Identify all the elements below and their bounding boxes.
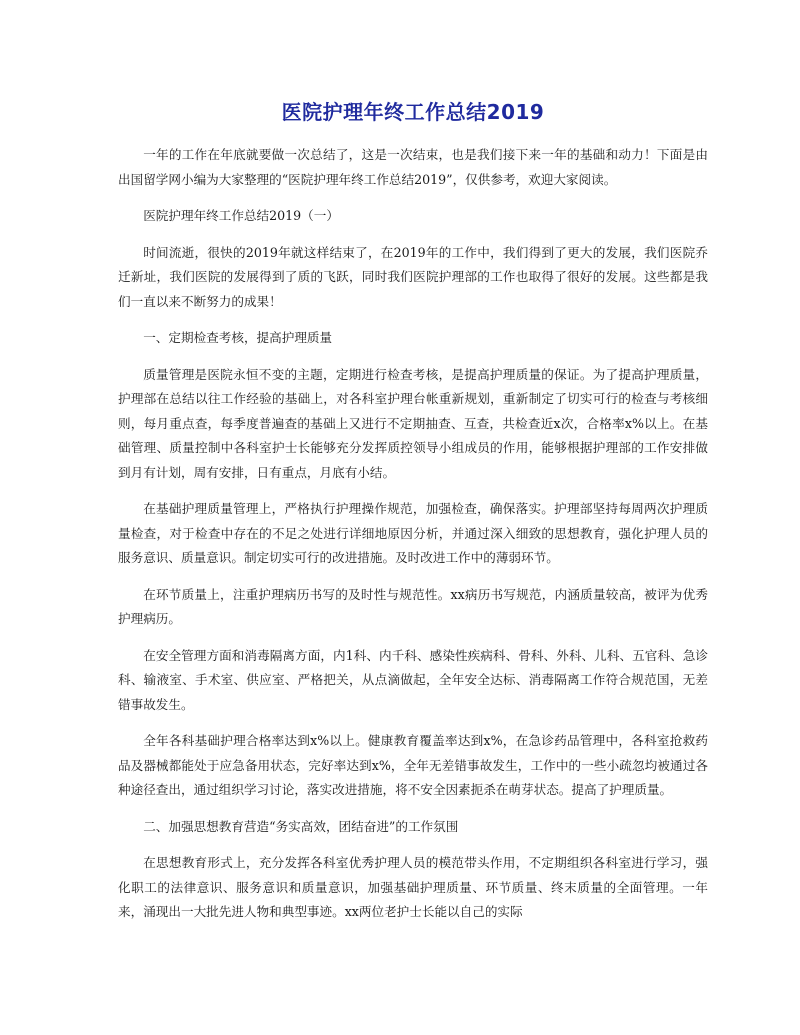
section-heading-education: 二、加强思想教育营造“务实高效，团结奋进”的工作氛围 [143,818,459,834]
section-heading-quality: 一、定期检查考核，提高护理质量 [143,330,333,345]
document-title: 医院护理年终工作总结2019 [281,100,545,124]
body-paragraph: 在思想教育形式上，充分发挥各科室优秀护理人员的模范带头作用，不定期组织各科室进行学习，强化职工的法律意识、服务意识和质量意识，加强基础护理质量、环节质量、终末质量的全面管理。一年来，涌现出一大批先进人物和典型事迹。xx两位老护士长能以自己的实际 [118,855,708,919]
body-paragraph: 在环节质量上，注重护理病历书写的及时性与规范性。xx病历书写规范，内涵质量较高，被评为优秀护理病历。 [118,586,708,626]
body-paragraph: 全年各科基础护理合格率达到x%以上。健康教育覆盖率达到x%，在急诊药品管理中，各科室抢救药品及器械都能处于应急备用状态，完好率达到x%，全年无差错事故发生，工作中的一些小疏忽均被通过各种途径查出，通过组织学习讨论，落实改进措施，将不安全因素扼杀在萌芽状态。提高了护理质量。 [118,733,708,797]
body-paragraph: 质量管理是医院永恒不变的主题，定期进行检查考核，是提高护理质量的保证。为了提高护理质量，护理部在总结以往工作经验的基础上，对各科室护理台帐重新规划，重新制定了切实可行的检查与考核细则，每月重点查，每季度普遍查的基础上又进行不定期抽查、互查，共检查近x次，合格率x%以上。在基础管理、质量控制中各科室护士长能够充分发挥质控领导小组成员的作用，能够根据护理部的工作安排做到月有计划，周有安排，日有重点，月底有小结。 [118,366,708,480]
body-paragraph: 时间流逝，很快的2019年就这样结束了，在2019年的工作中，我们得到了更大的发展，我们医院乔迁新址，我们医院的发展得到了质的飞跃，同时我们医院护理部的工作也取得了很好的发展。这些都是我们一直以来不断努力的成果！ [118,244,708,309]
body-paragraph: 在安全管理方面和消毒隔离方面，内1科、内千科、感染性疾病科、骨科、外科、儿科、五官科、急诊科、输液室、手术室、供应室、严格把关，从点滴做起，全年安全达标、消毒隔离工作符合规范国，无差错事故发生。 [118,647,708,712]
section-heading-part-one: 医院护理年终工作总结2019（一） [143,208,339,223]
intro-paragraph: 一年的工作在年底就要做一次总结了，这是一次结束，也是我们接下来一年的基础和动力！下面是由出国留学网小编为大家整理的“医院护理年终工作总结2019”，仅供参考，欢迎大家阅读。 [118,147,708,187]
body-paragraph: 在基础护理质量管理上，严格执行护理操作规范，加强检查，确保落实。护理部坚持每周两次护理质量检查，对于检查中存在的不足之处进行详细地原因分析，并通过深入细致的思想教育，强化护理人员的服务意识、质量意识。制定切实可行的改进措施。及时改进工作中的薄弱环节。 [118,501,708,565]
